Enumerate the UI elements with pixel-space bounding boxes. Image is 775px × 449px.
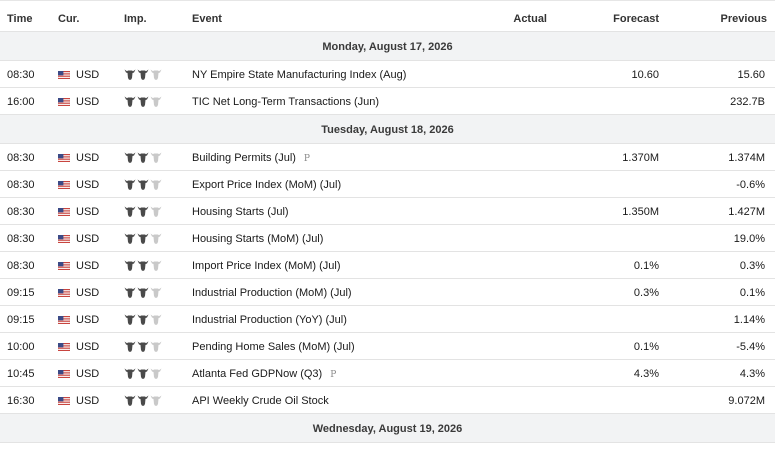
event-title[interactable]: Housing Starts (MoM) (Jul) [192, 233, 324, 245]
col-forecast[interactable]: Forecast [613, 13, 659, 25]
bull-icon [138, 70, 149, 80]
bull-icon [151, 315, 162, 325]
importance-rating [124, 314, 164, 325]
bull-icon [125, 261, 136, 271]
currency: USD [76, 179, 100, 191]
bull-icon [151, 396, 162, 406]
event-name[interactable] [192, 260, 341, 272]
event-time: 08:30 [7, 69, 35, 81]
us-flag-icon [58, 342, 70, 350]
previous-value: 19.0% [733, 233, 765, 245]
importance-rating [124, 96, 164, 107]
previous-value: 0.1% [739, 287, 765, 299]
bull-icon [151, 207, 162, 217]
col-previous[interactable]: Previous [720, 13, 767, 25]
previous-value: -0.6% [736, 179, 765, 191]
col-currency[interactable]: Cur. [58, 13, 80, 25]
currency: USD [76, 260, 100, 272]
bull-icon [125, 97, 136, 107]
date-row [0, 414, 775, 443]
event-title[interactable]: NY Empire State Manufacturing Index (Aug) [192, 69, 407, 81]
us-flag-icon [58, 97, 70, 105]
event-row[interactable] [0, 279, 775, 306]
currency: USD [76, 368, 100, 380]
us-flag-icon [58, 234, 70, 242]
forecast-value: 1.350M [622, 206, 659, 218]
table-body [0, 32, 775, 443]
event-title[interactable]: Industrial Production (YoY) (Jul) [192, 314, 347, 326]
importance-rating [124, 179, 164, 190]
importance-rating [124, 233, 164, 244]
bull-icon [138, 396, 149, 406]
event-time: 09:15 [7, 314, 35, 326]
importance-rating [124, 287, 164, 298]
bull-icon [138, 180, 149, 190]
event-title[interactable]: Industrial Production (MoM) (Jul) [192, 287, 352, 299]
bull-icon [125, 342, 136, 352]
date-label: Monday, August 17, 2026 [322, 41, 453, 53]
event-time: 16:30 [7, 395, 35, 407]
bull-icon [138, 234, 149, 244]
bull-icon [125, 315, 136, 325]
currency: USD [76, 287, 100, 299]
forecast-value: 4.3% [633, 368, 659, 380]
event-name[interactable] [192, 341, 355, 353]
bull-icon [138, 315, 149, 325]
table-header [0, 0, 775, 32]
date-label: Wednesday, August 19, 2026 [312, 423, 463, 435]
event-name[interactable] [192, 287, 352, 299]
preliminary-icon: P [303, 154, 310, 164]
us-flag-icon [58, 207, 70, 215]
bull-icon [125, 70, 136, 80]
previous-value: 1.14% [733, 314, 765, 326]
currency: USD [76, 314, 100, 326]
bull-icon [151, 70, 162, 80]
event-row[interactable] [0, 360, 775, 387]
previous-value: 1.427M [728, 206, 765, 218]
event-name[interactable] [192, 206, 289, 218]
previous-value: 15.60 [737, 69, 765, 81]
event-title[interactable]: Pending Home Sales (MoM) (Jul) [192, 341, 355, 353]
importance-rating [124, 260, 164, 271]
us-flag-icon [58, 288, 70, 296]
col-importance[interactable]: Imp. [124, 13, 147, 25]
event-row[interactable] [0, 333, 775, 360]
event-row[interactable] [0, 225, 775, 252]
currency: USD [76, 206, 100, 218]
col-event[interactable]: Event [192, 13, 222, 25]
event-time: 09:15 [7, 287, 35, 299]
event-title[interactable]: Import Price Index (MoM) (Jul) [192, 260, 341, 272]
bull-icon [138, 342, 149, 352]
col-actual[interactable]: Actual [513, 13, 547, 25]
bull-icon [151, 97, 162, 107]
date-row [0, 32, 775, 61]
event-name[interactable] [192, 152, 310, 164]
event-title[interactable]: Building Permits (Jul) [192, 152, 296, 164]
date-row [0, 115, 775, 144]
currency: USD [76, 233, 100, 245]
bull-icon [125, 180, 136, 190]
event-row[interactable] [0, 171, 775, 198]
col-time[interactable]: Time [7, 13, 33, 25]
event-row[interactable] [0, 88, 775, 115]
bull-icon [125, 396, 136, 406]
event-time: 16:00 [7, 96, 35, 108]
bull-icon [151, 369, 162, 379]
previous-value: 0.3% [739, 260, 765, 272]
us-flag-icon [58, 70, 70, 78]
event-row[interactable] [0, 306, 775, 333]
event-title[interactable]: API Weekly Crude Oil Stock [192, 395, 329, 407]
previous-value: -5.4% [736, 341, 765, 353]
forecast-value: 0.1% [633, 341, 659, 353]
bull-icon [151, 288, 162, 298]
currency: USD [76, 152, 100, 164]
bull-icon [151, 153, 162, 163]
event-name[interactable] [192, 96, 379, 108]
event-name[interactable] [192, 395, 329, 407]
currency: USD [76, 96, 100, 108]
bull-icon [151, 180, 162, 190]
importance-rating [124, 69, 164, 80]
event-row[interactable] [0, 144, 775, 171]
event-name[interactable] [192, 69, 406, 81]
bull-icon [138, 261, 149, 271]
bull-icon [125, 207, 136, 217]
us-flag-icon [58, 261, 70, 269]
previous-value: 1.374M [728, 152, 765, 164]
bull-icon [138, 369, 149, 379]
event-title[interactable]: Export Price Index (MoM) (Jul) [192, 179, 342, 191]
event-row[interactable] [0, 387, 775, 414]
event-time: 08:30 [7, 179, 35, 191]
event-time: 08:30 [7, 260, 35, 272]
previous-value: 232.7B [730, 96, 765, 108]
bull-icon [125, 369, 136, 379]
event-title[interactable]: Housing Starts (Jul) [192, 206, 289, 218]
event-row[interactable] [0, 198, 775, 225]
bull-icon [125, 234, 136, 244]
event-title[interactable]: TIC Net Long-Term Transactions (Jun) [192, 96, 380, 108]
event-row[interactable] [0, 252, 775, 279]
bull-icon [138, 207, 149, 217]
us-flag-icon [58, 180, 70, 188]
forecast-value: 0.1% [633, 260, 659, 272]
currency: USD [76, 395, 100, 407]
event-title[interactable]: Atlanta Fed GDPNow (Q3) [192, 368, 323, 380]
event-time: 10:45 [7, 368, 35, 380]
us-flag-icon [58, 396, 70, 404]
event-time: 08:30 [7, 152, 35, 164]
importance-rating [124, 341, 164, 352]
preliminary-icon: P [330, 370, 337, 380]
bull-icon [151, 234, 162, 244]
importance-rating [124, 395, 164, 406]
forecast-value: 0.3% [633, 287, 659, 299]
forecast-value: 10.60 [631, 69, 659, 81]
date-label: Tuesday, August 18, 2026 [321, 124, 454, 136]
event-name[interactable] [192, 233, 323, 245]
event-row[interactable] [0, 61, 775, 88]
importance-rating [124, 152, 164, 163]
bull-icon [138, 97, 149, 107]
event-name[interactable] [192, 314, 347, 326]
bull-icon [138, 153, 149, 163]
us-flag-icon [58, 369, 70, 377]
us-flag-icon [58, 315, 70, 323]
bull-icon [151, 342, 162, 352]
event-name[interactable] [192, 368, 336, 380]
currency: USD [76, 341, 100, 353]
importance-rating [124, 368, 164, 379]
event-time: 08:30 [7, 233, 35, 245]
previous-value: 9.072M [728, 395, 765, 407]
bull-icon [125, 288, 136, 298]
event-time: 08:30 [7, 206, 35, 218]
currency: USD [76, 69, 100, 81]
previous-value: 4.3% [739, 368, 765, 380]
forecast-value: 1.370M [622, 152, 659, 164]
event-name[interactable] [192, 179, 341, 191]
bull-icon [125, 153, 136, 163]
event-time: 10:00 [7, 341, 35, 353]
bull-icon [151, 261, 162, 271]
us-flag-icon [58, 153, 70, 161]
importance-rating [124, 206, 164, 217]
bull-icon [138, 288, 149, 298]
